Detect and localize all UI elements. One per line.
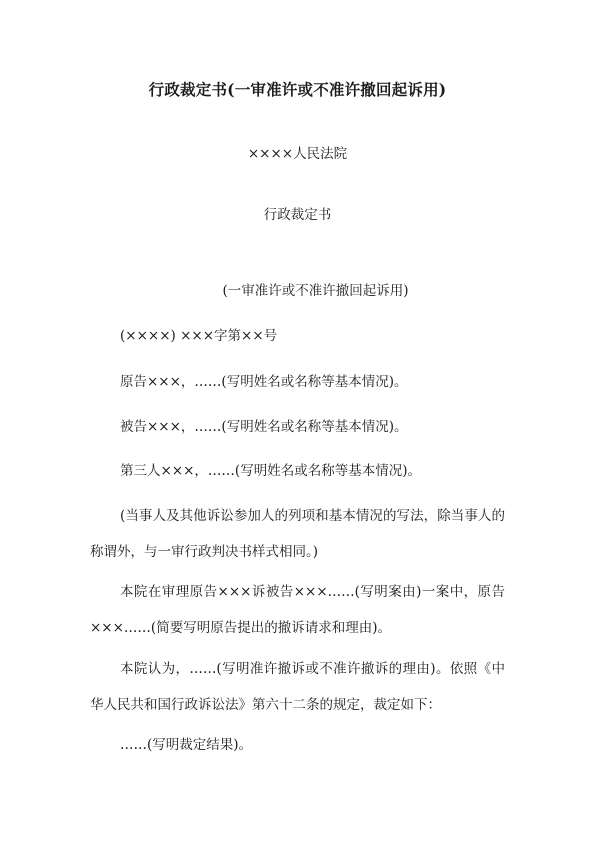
case-number-paragraph: (××××) ×××字第××号 [120, 328, 278, 344]
document-title: 行政裁定书(一审准许或不准许撤回起诉用) [148, 80, 447, 99]
defendant-paragraph: 被告×××，……(写明姓名或名称等基本情况)。 [120, 419, 408, 435]
third-party-paragraph: 第三人×××，……(写明姓名或名称等基本情况)。 [120, 463, 421, 479]
document-subtitle: (一审准许或不准许撤回起诉用) [222, 283, 409, 299]
document-type: 行政裁定书 [263, 207, 332, 223]
court-name: ××××人民法院 [247, 146, 348, 162]
ruling-result-paragraph: ……(写明裁定结果)。 [120, 737, 253, 753]
plaintiff-paragraph: 原告×××，……(写明姓名或名称等基本情况)。 [120, 374, 408, 390]
note-paragraph: (当事人及其他诉讼参加人的列项和基本情况的写法，除当事人的称谓外，与一审行政判决书样式相同。) [90, 508, 505, 560]
court-opinion-paragraph: 本院认为，……(写明准许撤诉或不准许撤诉的理由)。依照《中华人民共和国行政诉讼法》第六十二条的规定，裁定如下： [90, 661, 505, 713]
court-review-paragraph: 本院在审理原告×××诉被告×××……(写明案由)一案中，原告×××……(简要写明原告提出的撤诉请求和理由)。 [90, 584, 505, 636]
